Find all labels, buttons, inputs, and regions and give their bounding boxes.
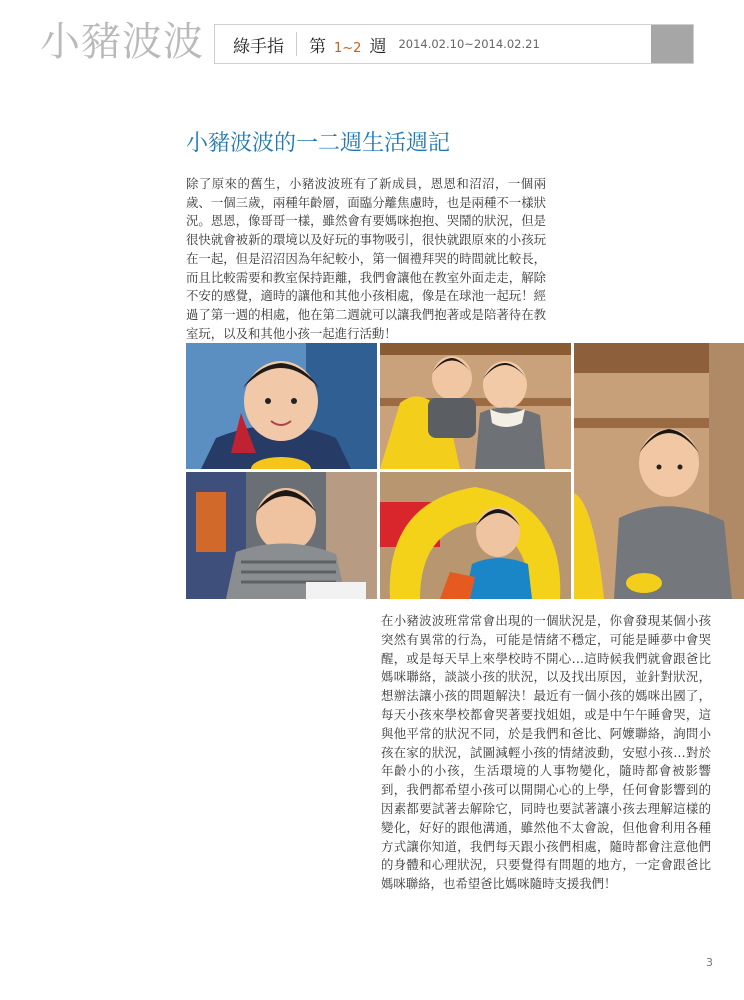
photo-boy-in-yellow-tunnel — [380, 472, 571, 599]
week-prefix: 第 — [309, 36, 326, 57]
header-divider — [296, 32, 297, 56]
week-suffix: 週 — [369, 36, 387, 57]
issue-header — [214, 24, 694, 64]
article-title: 小豬波波的一二週生活週記 — [186, 131, 451, 156]
series-label: 綠手指 — [233, 36, 284, 57]
week-label — [309, 32, 386, 57]
page-number: 3 — [706, 956, 713, 969]
photo-two-boys-yellow-slide — [380, 343, 571, 469]
photo-boy-striped-hoodie-drawing — [186, 472, 377, 599]
photo-boy-navy-jacket-ball — [186, 343, 377, 469]
week-number: 1~2 — [334, 40, 362, 56]
article-paragraph-2: 在小豬波波班常常會出現的一個狀況是，你會發現某個小孩突然有異常的行為，可能是情緒不穩定，可能是睡夢中會哭醒，或是每天早上來學校時不開心…這時候我們就會跟爸比媽咪聯絡，談談小孩的狀況，以及找出原因，並針對狀況，想辦法讓小孩的問題解決！最近有一個小孩的媽咪出國了，每天小孩來學校都會哭著要找姐姐，或是中午午睡會哭，這與他平常的狀況不同，於是我們和爸比、阿嬤聯絡，詢問小孩在家的狀況，試圖減輕小孩的情緒波動，安慰小孩…對於年齡小的小孩，生活環境的人事物變化，隨時都會被影響到，我們都希望小孩可以開開心心的上學，任何會影響到的因素都要試著去解除它，同時也要試著讓小孩去理解這樣的變化，好好的跟他溝通，雖然他不太會說，但他會利用各種方式讓你知道，我們每天跟小孩們相處，隨時都會注意他們的身體和心理狀況，只要覺得有問題的地方，一定會跟爸比媽咪聯絡，也希望爸比媽咪隨時支援我們！ — [381, 613, 711, 892]
brand-logo-text: 小豬波波 — [40, 19, 204, 65]
date-range: 2014.02.10~2014.02.21 — [398, 37, 540, 51]
header-grey-block — [651, 25, 693, 63]
photo-boy-grey-fleece-slide — [574, 343, 744, 599]
article-paragraph-1: 除了原來的舊生，小豬波波班有了新成員，恩恩和沼沼，一個兩歲、一個三歲，兩種年齡層，面臨分離焦慮時，也是兩種不一樣狀況。恩恩，像哥哥一樣，雖然會有要媽咪抱抱、哭鬧的狀況，但是很快就會被新的環境以及好玩的事物吸引，很快就跟原來的小孩玩在一起，但是沼沼因為年紀較小，第一個禮拜哭的時間就比較長，而且比較需要和教室保持距離，我們會讓他在教室外面走走，解除不安的感覺，適時的讓他和其他小孩相處，像是在球池一起玩！經過了第一週的相處，他在第二週就可以讓我們抱著或是陪著待在教室玩，以及和其他小孩一起進行活動！ — [186, 176, 546, 341]
